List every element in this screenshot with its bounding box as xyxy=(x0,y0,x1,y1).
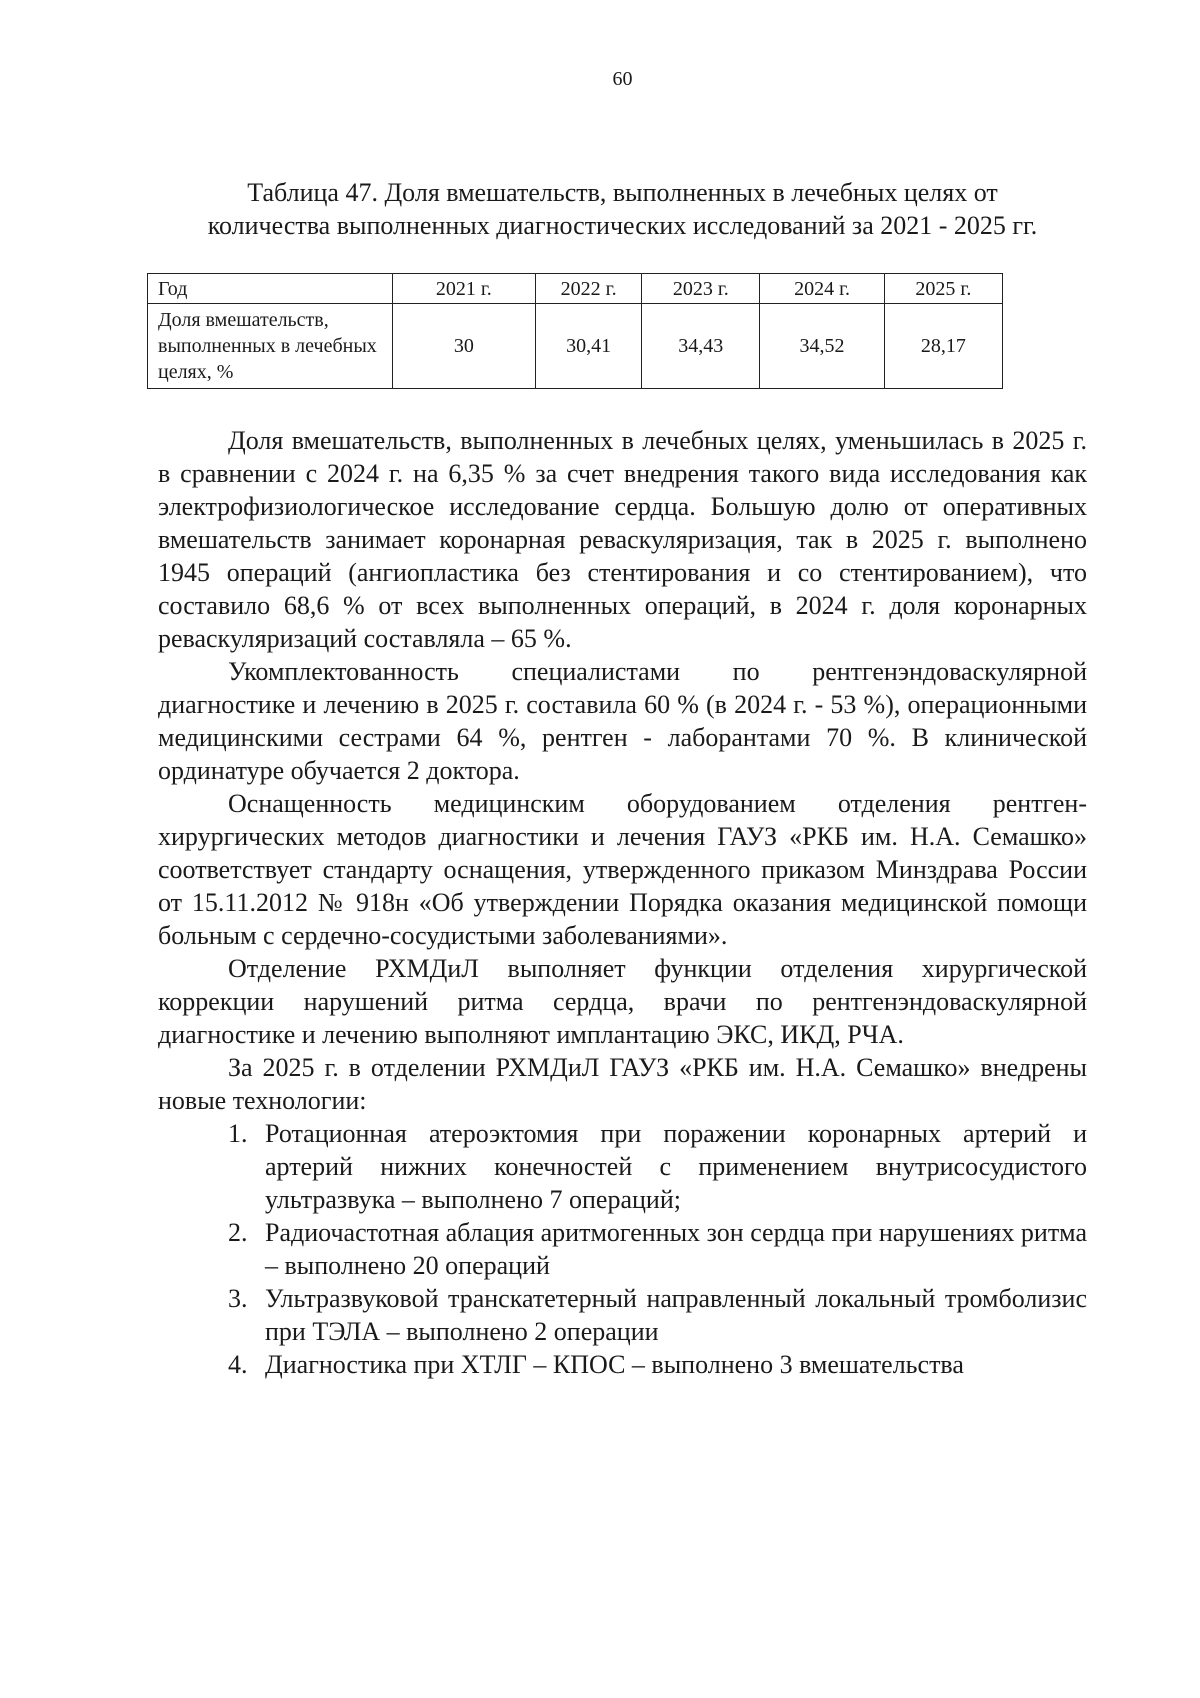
list-item xyxy=(158,1216,1087,1282)
table-caption-line-2: количества выполненных диагностических исследований за 2021 - 2025 гг. xyxy=(207,211,1038,240)
list-item-number: 4. xyxy=(228,1350,248,1379)
list-item-text: Радиочастотная аблация аритмогенных зон сердца при нарушениях ритма – выполнено 20 операций xyxy=(265,1218,1087,1280)
table-header-year-label: Год xyxy=(148,274,393,304)
table-cell-2022: 30,41 xyxy=(536,304,642,389)
table-cell-2023: 34,43 xyxy=(642,304,760,389)
list-item xyxy=(158,1117,1087,1216)
list-item-number: 3. xyxy=(228,1284,248,1313)
body-text xyxy=(158,424,1087,1381)
table-cell-2021: 30 xyxy=(392,304,536,389)
list-item-number: 2. xyxy=(228,1218,248,1247)
data-table xyxy=(147,273,1003,389)
table-header-2021: 2021 г. xyxy=(392,274,536,304)
paragraph-new-technologies: За 2025 г. в отделении РХМДиЛ ГАУЗ «РКБ им. Н.А. Семашко» внедрены новые технологии: xyxy=(158,1053,1087,1115)
table-header-2022: 2022 г. xyxy=(536,274,642,304)
paragraph-department-functions: Отделение РХМДиЛ выполняет функции отделения хирургической коррекции нарушений ритма сердца, врачи по рентгенэндоваскулярной диагностике и лечению выполняют имплантацию ЭКС, ИКД, РЧА. xyxy=(158,954,1087,1049)
list-item-text: Ультразвуковой транскатетерный направленный локальный тромболизис при ТЭЛА – выполнено 2 операции xyxy=(265,1284,1087,1346)
paragraph-reduction: Доля вмешательств, выполненных в лечебных целях, уменьшилась в 2025 г. в сравнении с 2024 г. на 6,35 % за счет внедрения такого вида исследования как электрофизиологическое исследование сердца. Большую долю от оперативных вмешательств занимает коронарная реваскуляризация, так в 2025 г. выполнено 1945 операций (ангиопластика без стентирования и со стентированием), что составило 68,6 % от всех выполненных операций, в 2024 г. доля коронарных реваскуляризаций составляла – 65 %. xyxy=(158,426,1087,653)
table-cell-2024: 34,52 xyxy=(760,304,884,389)
paragraph-staffing: Укомплектованность специалистами по рентгенэндоваскулярной диагностике и лечению в 2025 г. составила 60 % (в 2024 г. - 53 %), операционными медицинскими сестрами 64 %, рентген - лаборантами 70 %. В клинической ординатуре обучается 2 доктора. xyxy=(158,657,1087,785)
table-caption xyxy=(155,176,1090,242)
list-item xyxy=(158,1348,1087,1381)
list-item-text: Ротационная атероэктомия при поражении коронарных артерий и артерий нижних конечностей с применением внутрисосудистого ультразвука – выполнено 7 операций; xyxy=(265,1119,1087,1214)
table-header-2025: 2025 г. xyxy=(884,274,1002,304)
table-cell-2025: 28,17 xyxy=(884,304,1002,389)
list-item-text: Диагностика при ХТЛГ – КПОС – выполнено 3 вмешательства xyxy=(265,1350,964,1379)
table-header-2023: 2023 г. xyxy=(642,274,760,304)
table-row xyxy=(148,304,1003,389)
paragraph-equipment: Оснащенность медицинским оборудованием отделения рентген-хирургических методов диагностики и лечения ГАУЗ «РКБ им. Н.А. Семашко» соответствует стандарту оснащения, утвержденного приказом Минздрава России от 15.11.2012 № 918н «Об утверждении Порядка оказания медицинской помощи больным с сердечно-сосудистыми заболеваниями». xyxy=(158,789,1087,950)
page-number: 60 xyxy=(612,68,633,90)
technologies-list xyxy=(158,1117,1087,1381)
table-header-row xyxy=(148,274,1003,304)
list-item xyxy=(158,1282,1087,1348)
list-item-number: 1. xyxy=(228,1119,248,1148)
table-header-2024: 2024 г. xyxy=(760,274,884,304)
table-caption-line-1: Таблица 47. Доля вмешательств, выполненных в лечебных целях от xyxy=(247,178,998,207)
table-row-label: Доля вмешательств, выполненных в лечебных целях, % xyxy=(148,304,393,389)
